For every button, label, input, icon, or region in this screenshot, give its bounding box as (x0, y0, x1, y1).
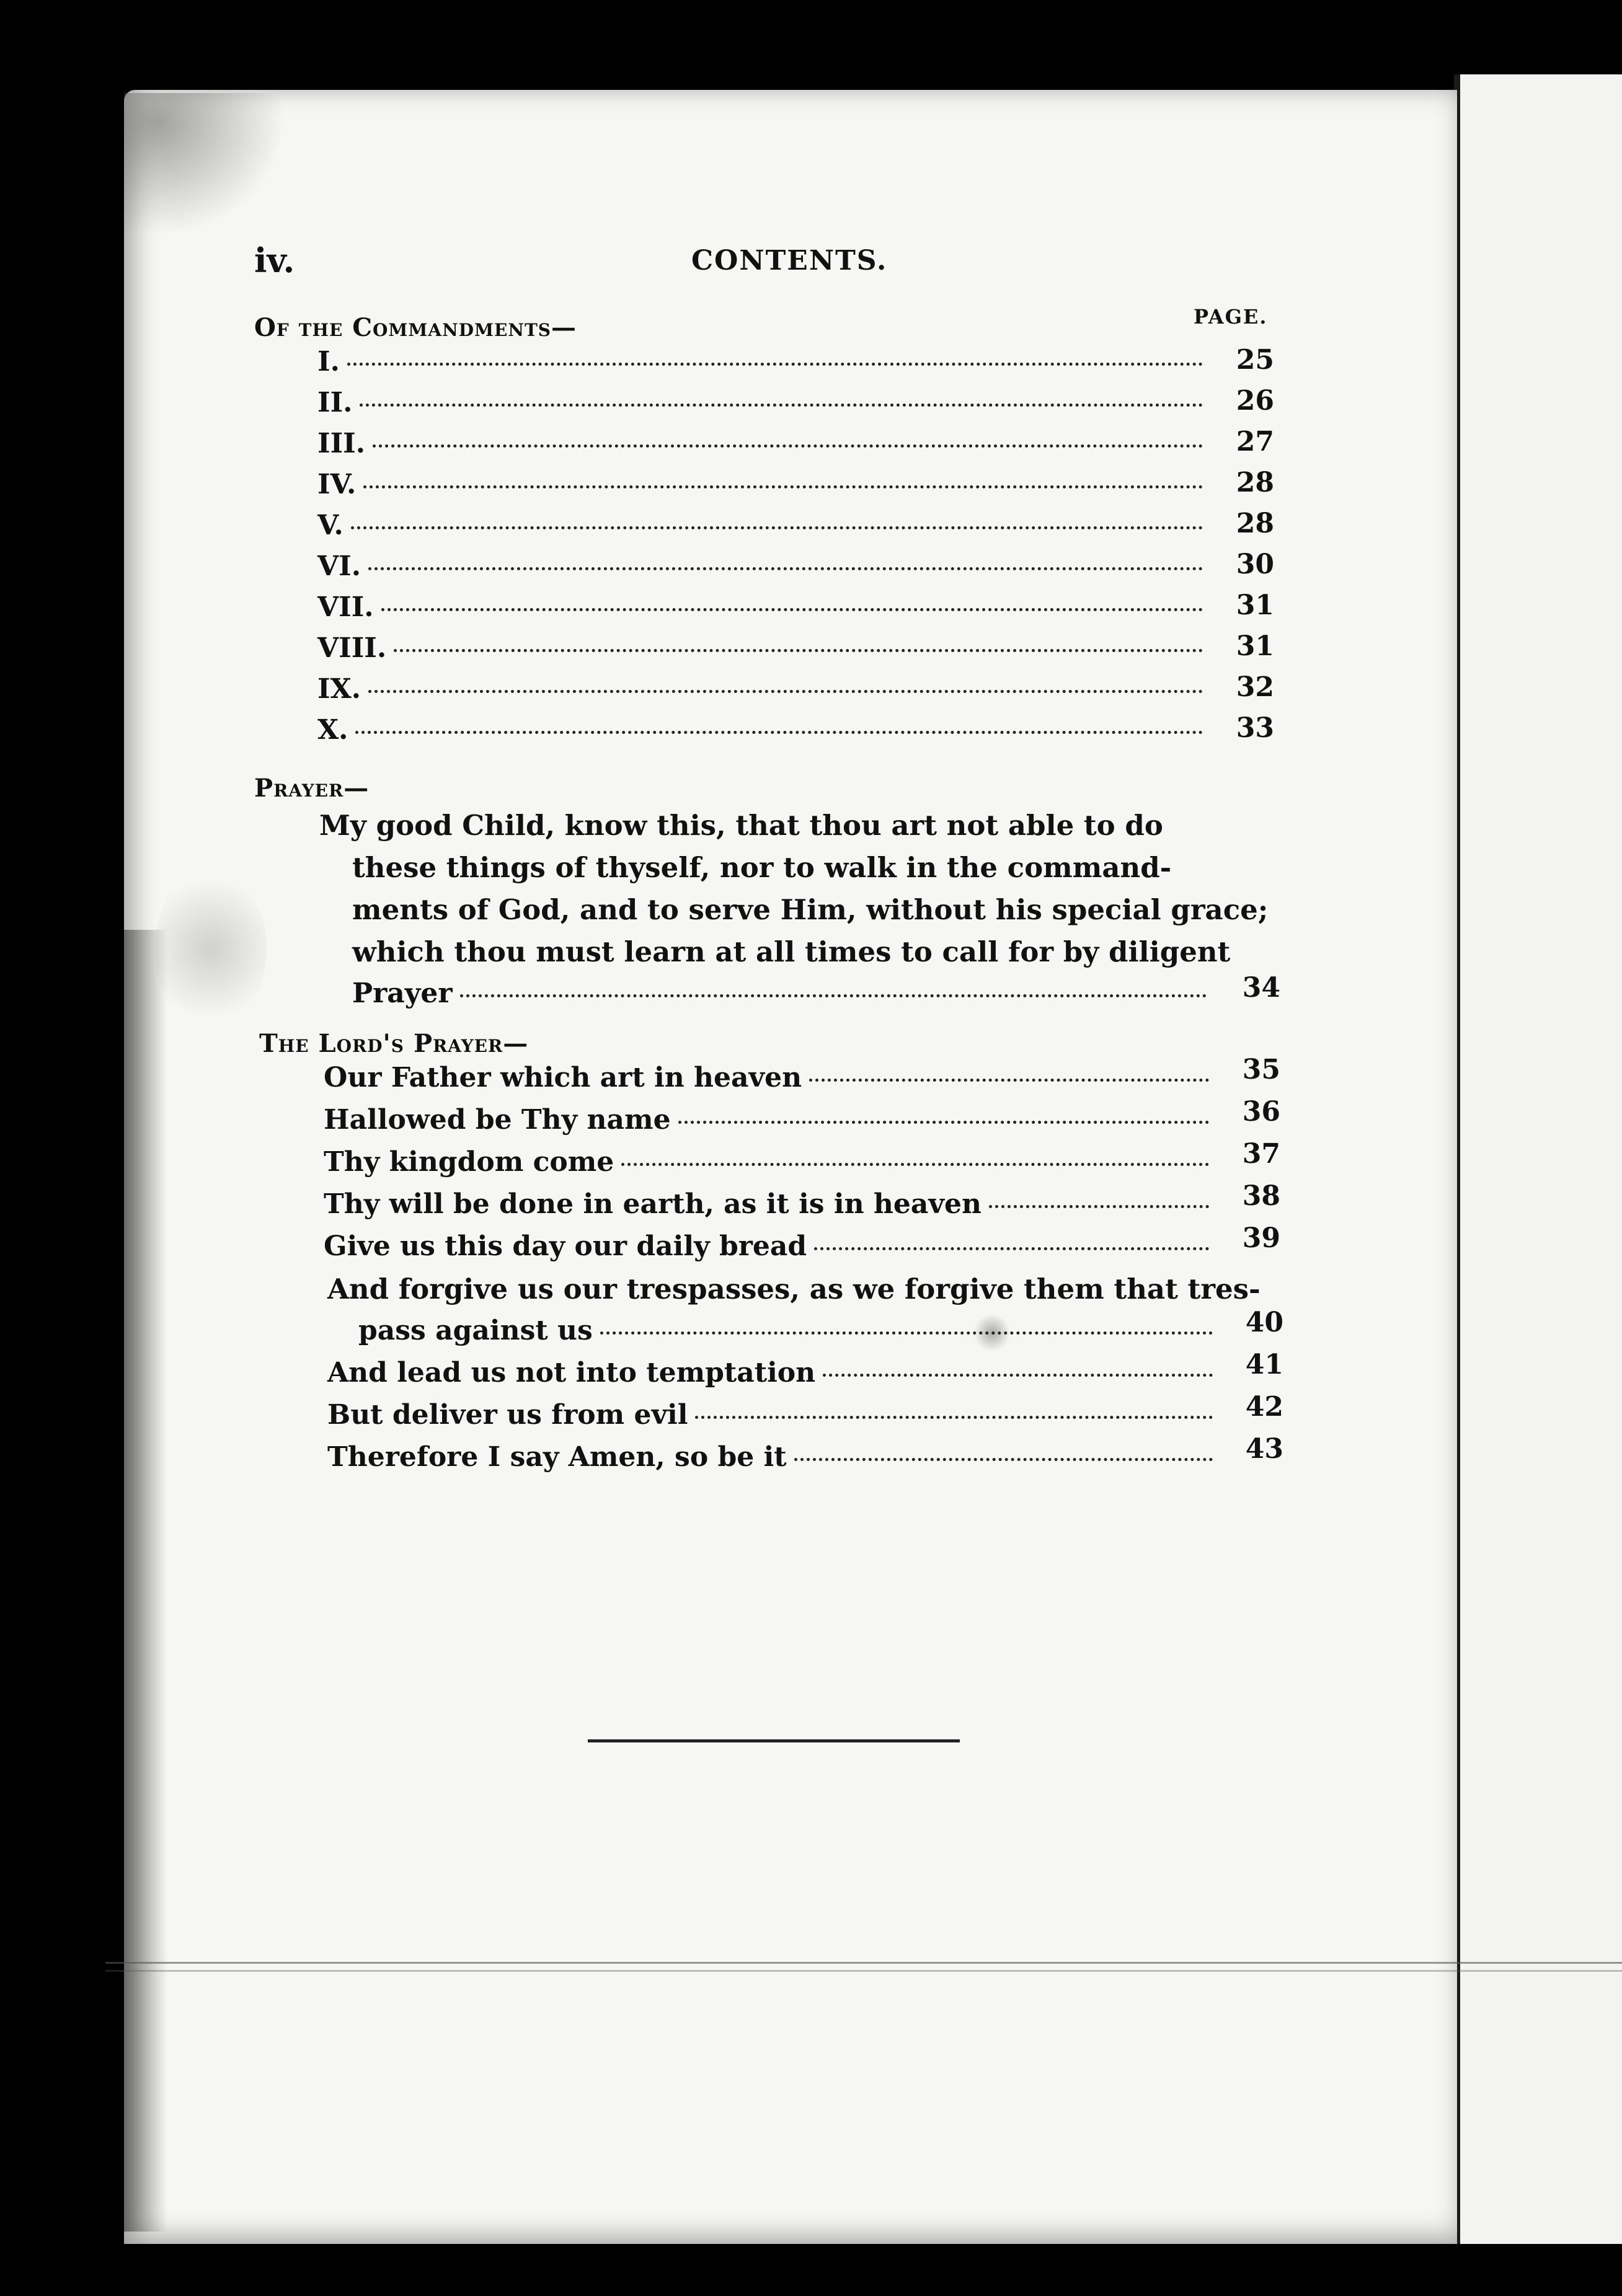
entry-label: III. (317, 428, 366, 459)
entry-page-number: 37 (1242, 1138, 1280, 1170)
entry-label: IX. (317, 673, 361, 705)
dot-leader (809, 1079, 1209, 1082)
entry-label: Hallowed be Thy name (324, 1104, 671, 1136)
entry-label: Prayer (352, 978, 453, 1009)
entry-page-number: 40 (1245, 1307, 1283, 1338)
dot-leader (814, 1247, 1209, 1250)
dot-leader (621, 1163, 1209, 1166)
toc-entry (327, 1357, 1220, 1389)
section-end-rule (588, 1739, 960, 1742)
toc-entry (317, 550, 1210, 582)
prayer-paragraph-line: ments of God, and to serve Him, without his special grace; (352, 893, 1269, 926)
entry-page-number: 25 (1236, 344, 1274, 376)
entry-label: VIII. (317, 632, 387, 664)
dot-leader (360, 404, 1203, 407)
scan-fold-line-secondary (105, 1970, 1622, 1972)
entry-label: Therefore I say Amen, so be it (327, 1441, 787, 1473)
water-stain (155, 868, 267, 1029)
entry-label: Give us this day our daily bread (324, 1230, 807, 1262)
prayer-paragraph-line: My good Child, know this, that thou art not able to do (319, 809, 1163, 842)
entry-page-number: 28 (1236, 508, 1274, 539)
dot-leader (368, 567, 1203, 570)
entry-page-number: 27 (1236, 426, 1274, 457)
entry-page-number: 43 (1245, 1433, 1283, 1465)
toc-entry (324, 1230, 1216, 1262)
entry-page-number: 31 (1236, 630, 1274, 662)
corner-stain (124, 93, 285, 236)
entry-label: VII. (317, 591, 374, 623)
toc-entry (317, 632, 1210, 664)
toc-wrapped-entry-line: And forgive us our trespasses, as we forgive them that tres- (327, 1273, 1261, 1305)
dot-leader (695, 1416, 1213, 1419)
toc-entry (327, 1399, 1220, 1431)
entry-page-number: 34 (1242, 972, 1280, 1004)
scan-fold-line (105, 1962, 1622, 1964)
entry-label: II. (317, 387, 353, 418)
entry-label: VI. (317, 550, 361, 582)
folio-number: iv. (254, 241, 295, 280)
dot-leader (989, 1205, 1209, 1208)
toc-entry (317, 714, 1210, 746)
page-column-heading: PAGE. (1194, 305, 1268, 329)
toc-entry (324, 1188, 1216, 1220)
entry-page-number: 39 (1242, 1222, 1280, 1254)
dot-leader (355, 731, 1203, 734)
dot-leader (678, 1121, 1209, 1124)
entry-label: I. (317, 346, 340, 378)
entry-page-number: 31 (1236, 589, 1274, 621)
toc-entry (324, 1104, 1216, 1136)
dot-leader (351, 526, 1203, 529)
toc-entry (358, 1315, 1220, 1346)
entry-label: pass against us (358, 1315, 593, 1346)
entry-label: IV. (317, 469, 357, 500)
adjacent-page-edge (1454, 74, 1622, 2244)
toc-entry (324, 1146, 1216, 1178)
toc-entry (317, 346, 1210, 378)
dot-leader (823, 1374, 1213, 1377)
section-heading-prayer: Prayer— (254, 774, 370, 803)
entry-page-number: 33 (1236, 712, 1274, 744)
dot-leader (347, 363, 1203, 366)
toc-entry (327, 1441, 1220, 1473)
prayer-paragraph-line: which thou must learn at all times to call for by diligent (352, 935, 1231, 968)
entry-label: X. (317, 714, 348, 746)
entry-label: Thy will be done in earth, as it is in heaven (324, 1188, 982, 1220)
running-head: CONTENTS. (691, 245, 888, 276)
entry-label: Thy kingdom come (324, 1146, 614, 1178)
toc-entry (317, 591, 1210, 623)
toc-entry (324, 1062, 1216, 1093)
toc-entry (317, 387, 1210, 418)
toc-entry (352, 978, 1214, 1009)
entry-page-number: 32 (1236, 671, 1274, 703)
entry-page-number: 28 (1236, 467, 1274, 498)
dot-leader (363, 485, 1203, 488)
entry-page-number: 35 (1242, 1054, 1280, 1085)
entry-label: But deliver us from evil (327, 1399, 688, 1431)
toc-entry (317, 510, 1210, 541)
prayer-paragraph-line: these things of thyself, nor to walk in the command- (352, 851, 1172, 884)
toc-entry (317, 673, 1210, 705)
section-heading-lords-prayer: The Lord's Prayer— (259, 1029, 529, 1058)
entry-page-number: 36 (1242, 1096, 1280, 1128)
dot-leader (368, 690, 1203, 693)
toc-entry (317, 428, 1210, 459)
entry-page-number: 41 (1245, 1349, 1283, 1380)
dot-leader (373, 444, 1203, 448)
entry-page-number: 42 (1245, 1391, 1283, 1423)
dot-leader (460, 994, 1207, 997)
entry-label: V. (317, 510, 343, 541)
dot-leader (381, 608, 1203, 611)
entry-label: Our Father which art in heaven (324, 1062, 802, 1093)
entry-page-number: 26 (1236, 385, 1274, 417)
dot-leader (600, 1331, 1213, 1335)
page-edge-shadow (124, 930, 167, 2232)
section-heading-commandments: Of the Commandments— (254, 313, 577, 342)
toc-entry (317, 469, 1210, 500)
dot-leader (794, 1458, 1213, 1461)
entry-label: And lead us not into temptation (327, 1357, 816, 1389)
entry-page-number: 30 (1236, 549, 1274, 580)
entry-page-number: 38 (1242, 1180, 1280, 1212)
dot-leader (394, 649, 1203, 652)
